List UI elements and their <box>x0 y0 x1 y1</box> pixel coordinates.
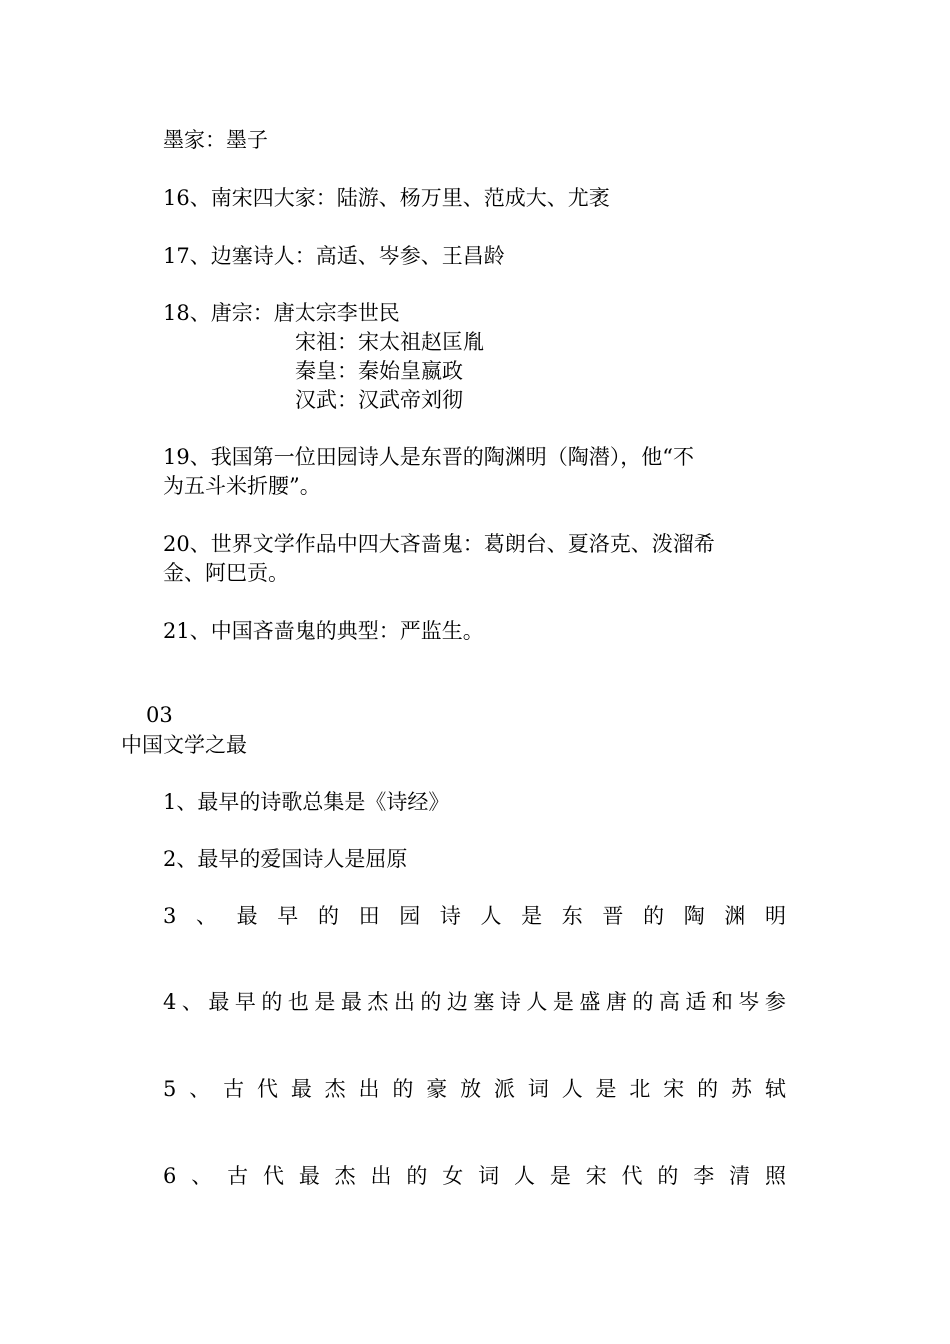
character: 、 <box>181 990 203 1014</box>
character: 苏 <box>730 1077 752 1101</box>
character: 是 <box>595 1077 617 1101</box>
character: 词 <box>527 1077 549 1101</box>
character: 代 <box>256 1077 278 1101</box>
character: 宋 <box>585 1164 607 1188</box>
item-18: 18、唐宗：唐太宗李世民 <box>163 301 400 325</box>
character: 参 <box>764 990 786 1014</box>
character: 4 <box>163 990 177 1014</box>
item-19-line-2: 为五斗米折腰”。 <box>163 474 321 498</box>
character: 是 <box>552 990 574 1014</box>
character: 人 <box>526 990 548 1014</box>
character: 早 <box>234 990 256 1014</box>
character: 的 <box>632 990 654 1014</box>
character: 唐 <box>605 990 627 1014</box>
character: 和 <box>711 990 733 1014</box>
character: 照 <box>764 1164 786 1188</box>
character: 明 <box>764 904 786 928</box>
character: 5 <box>163 1077 177 1101</box>
item-18-song: 宋祖：宋太祖赵匡胤 <box>295 330 484 354</box>
character: 放 <box>460 1077 482 1101</box>
character: 、 <box>191 1164 213 1188</box>
section-number: 03 <box>146 703 173 727</box>
character: 出 <box>358 1077 380 1101</box>
item-16: 16、南宋四大家：陆游、杨万里、范成大、尤袤 <box>163 186 610 210</box>
character: 出 <box>370 1164 392 1188</box>
character: 最 <box>340 990 362 1014</box>
character: 杰 <box>324 1077 346 1101</box>
character: 盛 <box>579 990 601 1014</box>
character: 6 <box>163 1164 177 1188</box>
item-20-line-2: 金、阿巴贡。 <box>163 561 289 585</box>
character: 3 <box>163 904 177 928</box>
literature-item-5 <box>163 1075 786 1103</box>
character: 岑 <box>738 990 760 1014</box>
item-18-qin: 秦皇：秦始皇嬴政 <box>295 359 463 383</box>
character: 陶 <box>683 904 705 928</box>
character: 最 <box>298 1164 320 1188</box>
character: 的 <box>261 990 283 1014</box>
character: 的 <box>697 1077 719 1101</box>
character: 杰 <box>367 990 389 1014</box>
character: 人 <box>480 904 502 928</box>
character: 的 <box>657 1164 679 1188</box>
character: 豪 <box>426 1077 448 1101</box>
mojia-line: 墨家：墨子 <box>163 128 268 152</box>
section-title: 中国文学之最 <box>121 733 247 757</box>
character: 轼 <box>764 1077 786 1101</box>
character: 的 <box>406 1164 428 1188</box>
character: 的 <box>643 904 665 928</box>
literature-item-1: 1、最早的诗歌总集是《诗经》 <box>163 790 450 814</box>
character: 代 <box>262 1164 284 1188</box>
character: 塞 <box>473 990 495 1014</box>
character: 人 <box>561 1077 583 1101</box>
character: 高 <box>658 990 680 1014</box>
character: 渊 <box>724 904 746 928</box>
character: 是 <box>549 1164 571 1188</box>
character: 诗 <box>439 904 461 928</box>
character: 女 <box>442 1164 464 1188</box>
literature-item-3 <box>163 902 786 930</box>
character: 园 <box>399 904 421 928</box>
character: 晋 <box>602 904 624 928</box>
character: 代 <box>621 1164 643 1188</box>
character: 词 <box>478 1164 500 1188</box>
character: 清 <box>729 1164 751 1188</box>
item-20-line-1: 20、世界文学作品中四大吝啬鬼：葛朗台、夏洛克、泼溜希 <box>163 532 715 556</box>
character: 田 <box>358 904 380 928</box>
character: 李 <box>693 1164 715 1188</box>
character: 派 <box>493 1077 515 1101</box>
character: 古 <box>223 1077 245 1101</box>
character: 杰 <box>334 1164 356 1188</box>
character: 宋 <box>663 1077 685 1101</box>
character: 早 <box>277 904 299 928</box>
character: 出 <box>393 990 415 1014</box>
literature-item-4 <box>163 988 786 1016</box>
item-17: 17、边塞诗人：高适、岑参、王昌龄 <box>163 244 505 268</box>
character: 、 <box>189 1077 211 1101</box>
item-19-line-1: 19、我国第一位田园诗人是东晋的陶渊明（陶潜），他“不 <box>163 445 694 469</box>
literature-item-6 <box>163 1162 786 1190</box>
character: 最 <box>290 1077 312 1101</box>
character: 的 <box>420 990 442 1014</box>
character: 的 <box>317 904 339 928</box>
character: 是 <box>521 904 543 928</box>
character: 最 <box>208 990 230 1014</box>
character: 边 <box>446 990 468 1014</box>
literature-item-2: 2、最早的爱国诗人是屈原 <box>163 847 408 871</box>
character: 北 <box>629 1077 651 1101</box>
character: 东 <box>561 904 583 928</box>
character: 、 <box>196 904 218 928</box>
character: 人 <box>513 1164 535 1188</box>
item-18-han: 汉武：汉武帝刘彻 <box>295 388 463 412</box>
character: 最 <box>236 904 258 928</box>
character: 古 <box>227 1164 249 1188</box>
character: 的 <box>392 1077 414 1101</box>
character: 也 <box>287 990 309 1014</box>
character: 诗 <box>499 990 521 1014</box>
item-21: 21、中国吝啬鬼的典型：严监生。 <box>163 619 484 643</box>
character: 是 <box>314 990 336 1014</box>
character: 适 <box>685 990 707 1014</box>
